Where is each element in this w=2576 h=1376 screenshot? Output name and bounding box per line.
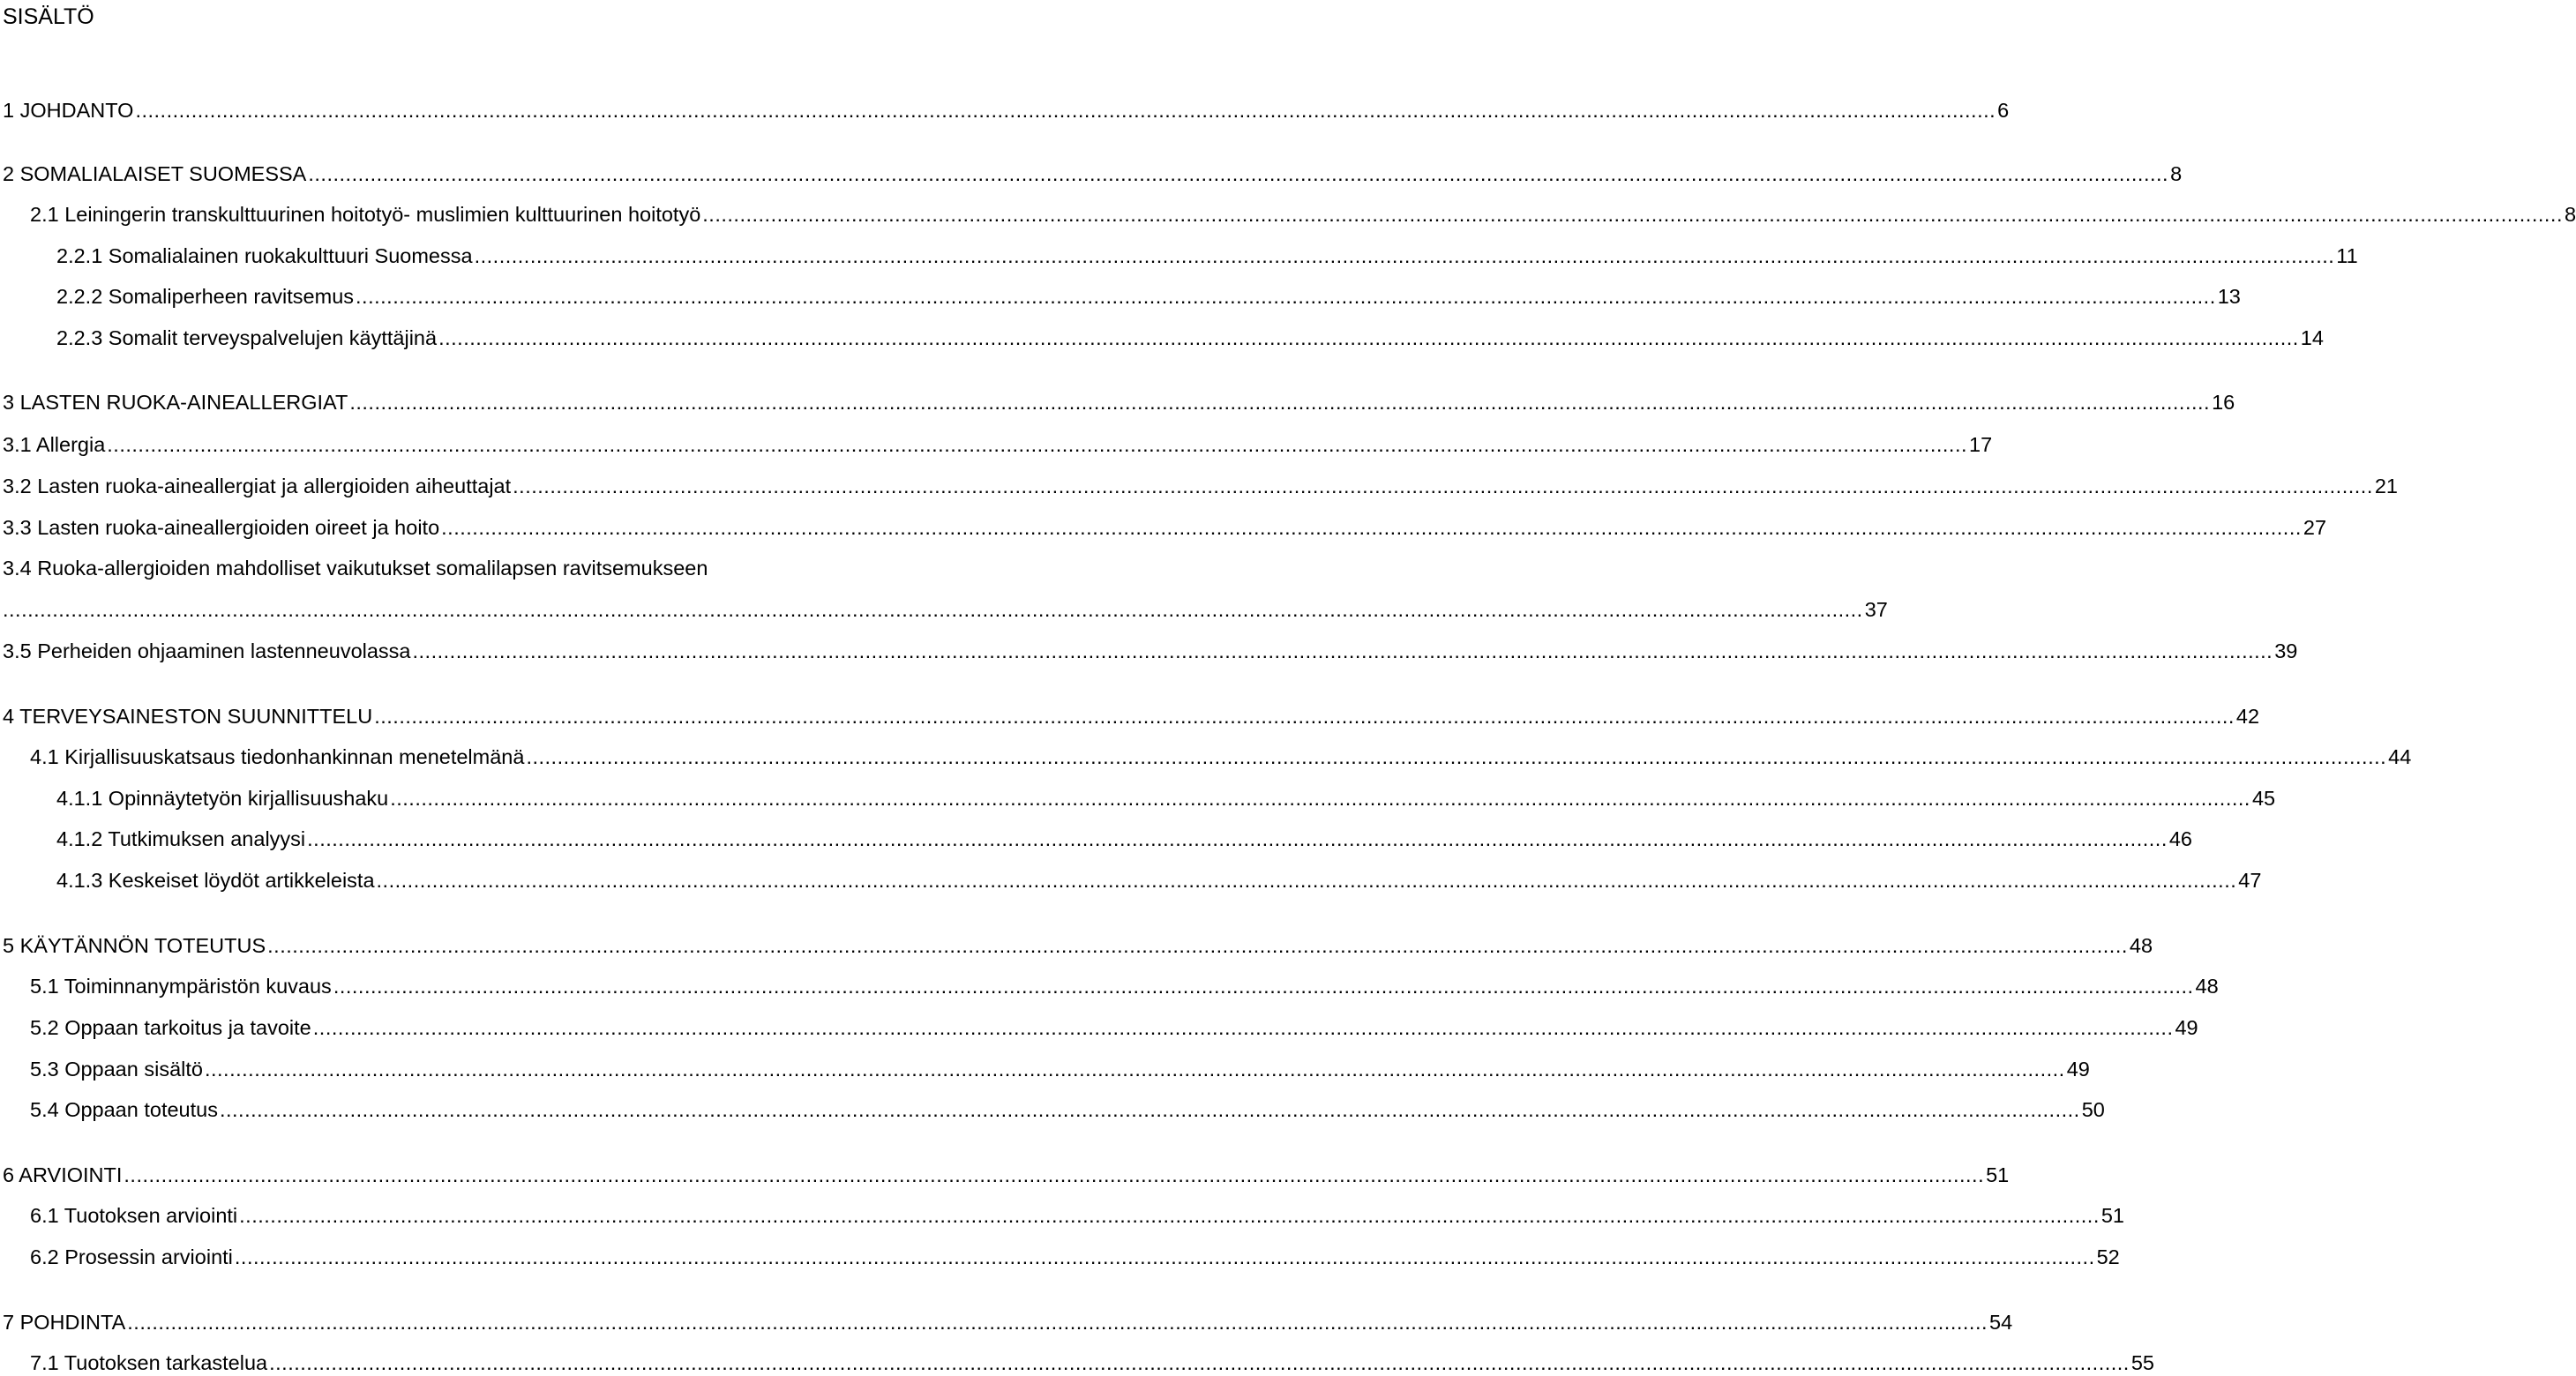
toc-leader-dots: ............................................................................................................................................................................................................................................................................................................: [3, 598, 1863, 621]
toc-leader-dots: ............................................................................................................................................................................................................................................................................................................: [239, 1204, 2100, 1227]
toc-entry[interactable]: [0, 1014, 2198, 1041]
toc-entry-page: 8: [2564, 203, 2576, 226]
toc-entry-label: 4.1.2 Tutkimuksen analyysi: [56, 827, 306, 850]
toc-entry-label: 5 KÄYTÄNNÖN TOTEUTUS: [3, 934, 266, 957]
toc-leader-dots: ............................................................................................................................................................................................................................................................................................................: [526, 745, 2387, 768]
toc-entry[interactable]: [0, 826, 2192, 852]
toc-entry-label: 6.1 Tuotoksen arviointi: [30, 1204, 238, 1227]
toc-entry-page: 44: [2388, 745, 2412, 768]
toc-entry-label: 2.2.3 Somalit terveyspalvelujen käyttäjinä: [56, 326, 438, 349]
toc-entry-continuation[interactable]: [0, 596, 1888, 623]
toc-entry-page: 37: [1864, 598, 1888, 621]
toc-leader-dots: ............................................................................................................................................................................................................................................................................................................: [513, 475, 2373, 497]
toc-leader-dots: ............................................................................................................................................................................................................................................................................................................: [702, 203, 2563, 226]
toc-entry-page: 8: [2170, 162, 2183, 185]
toc-entry[interactable]: [0, 97, 2010, 123]
toc-entry[interactable]: [0, 389, 2235, 415]
toc-entry-label: 2.1 Leiningerin transkulttuurinen hoitotyö- muslimien kulttuurinen hoitotyö: [30, 203, 701, 226]
toc-entry-label: 4.1.3 Keskeiset löydöt artikkeleista: [56, 869, 375, 892]
toc-entry-page: 27: [2303, 516, 2327, 539]
toc-entry-label: 2 SOMALIALAISET SUOMESSA: [3, 162, 307, 185]
toc-entry[interactable]: [0, 785, 2276, 811]
toc-entry[interactable]: [0, 744, 2412, 770]
toc-entry[interactable]: [0, 1162, 2010, 1188]
toc-entry-label: 2.2.2 Somaliperheen ravitsemus: [56, 285, 355, 308]
toc-entry-label: 3.5 Perheiden ohjaaminen lastenneuvolassa: [3, 639, 411, 662]
toc-leader-dots: ............................................................................................................................................................................................................................................................................................................: [219, 1098, 2080, 1121]
toc-leader-dots: ............................................................................................................................................................................................................................................................................................................: [204, 1058, 2065, 1081]
toc-entry-page: 6: [1997, 99, 2010, 122]
toc-entry-label: 3.3 Lasten ruoka-aineallergioiden oireet ja hoito: [3, 516, 440, 539]
toc-entry-page: 13: [2217, 285, 2241, 308]
toc-entry-page: 46: [2168, 827, 2192, 850]
toc-entry-page: 14: [2300, 326, 2324, 349]
toc-leader-dots: ............................................................................................................................................................................................................................................................................................................: [267, 934, 2128, 957]
toc-entry[interactable]: [0, 1244, 2120, 1270]
toc-leader-dots: ............................................................................................................................................................................................................................................................................................................: [349, 391, 2211, 414]
toc-leader-dots: ............................................................................................................................................................................................................................................................................................................: [127, 1311, 1988, 1334]
toc-entry-page: 51: [2100, 1204, 2124, 1227]
toc-entry[interactable]: [0, 703, 2260, 729]
toc-entry[interactable]: [0, 161, 2183, 187]
toc-entry-page: 50: [2081, 1098, 2105, 1121]
toc-leader-dots: ............................................................................................................................................................................................................................................................................................................: [412, 639, 2273, 662]
toc-entry-wrapped[interactable]: [0, 555, 844, 581]
toc-entry-label: 7 POHDINTA: [3, 1311, 126, 1334]
toc-entry[interactable]: [0, 325, 2324, 351]
toc-entry[interactable]: [0, 283, 2241, 310]
toc-leader-dots: ............................................................................................................................................................................................................................................................................................................: [135, 99, 1996, 122]
toc-entry-label: 3.1 Allergia: [3, 433, 106, 456]
toc-leader-dots: ............................................................................................................................................................................................................................................................................................................: [308, 162, 2169, 185]
toc-entry-label: 4 TERVEYSAINESTON SUUNNITTELU: [3, 705, 373, 728]
toc-entry[interactable]: [0, 973, 2219, 999]
toc-entry-label: 5.2 Oppaan tarkoitus ja tavoite: [30, 1016, 311, 1039]
toc-entry-page: 17: [1969, 433, 1993, 456]
toc-heading: SISÄLTÖ: [3, 4, 94, 29]
toc-entry-page: 39: [2274, 639, 2298, 662]
toc-leader-dots: ............................................................................................................................................................................................................................................................................................................: [269, 1351, 2130, 1374]
toc-entry[interactable]: [0, 431, 1993, 458]
toc-entry[interactable]: [0, 1309, 2013, 1335]
toc-entry-page: 51: [1986, 1163, 2010, 1186]
toc-entry-label: 4.1.1 Opinnäytetyön kirjallisuushaku: [56, 787, 389, 810]
toc-entry-label: 4.1 Kirjallisuuskatsaus tiedonhankinnan menetelmänä: [30, 745, 525, 768]
toc-entry-page: 48: [2195, 975, 2219, 998]
toc-leader-dots: ............................................................................................................................................................................................................................................................................................................: [390, 787, 2250, 810]
toc-entry-page: 42: [2235, 705, 2260, 728]
toc-leader-dots: ............................................................................................................................................................................................................................................................................................................: [438, 326, 2299, 349]
toc-entry-label: 5.1 Toiminnanympäristön kuvaus: [30, 975, 332, 998]
toc-entry[interactable]: [0, 1096, 2105, 1123]
toc-entry-page: 21: [2374, 475, 2398, 497]
toc-entry[interactable]: [0, 1056, 2090, 1082]
toc-leader-dots: ............................................................................................................................................................................................................................................................................................................: [441, 516, 2302, 539]
toc-entry-page: 55: [2130, 1351, 2154, 1374]
toc-entry-label: 1 JOHDANTO: [3, 99, 134, 122]
toc-entry[interactable]: [0, 514, 2327, 541]
toc-entry[interactable]: [0, 201, 2576, 228]
toc-entry-page: 48: [2129, 934, 2153, 957]
toc-entry-page: 47: [2238, 869, 2262, 892]
toc-entry-label: 3.2 Lasten ruoka-aineallergiat ja allergioiden aiheuttajat: [3, 475, 512, 497]
toc-leader-dots: ............................................................................................................................................................................................................................................................................................................: [124, 1163, 1985, 1186]
toc-leader-dots: ............................................................................................................................................................................................................................................................................................................: [333, 975, 2194, 998]
toc-entry-page: 11: [2336, 244, 2358, 267]
toc-leader-dots: ............................................................................................................................................................................................................................................................................................................: [474, 244, 2335, 267]
toc-entry-label: 3.4 Ruoka-allergioiden mahdolliset vaikutukset somalilapsen ravitsemukseen: [3, 557, 708, 580]
toc-entry-page: 54: [1989, 1311, 2013, 1334]
toc-entry[interactable]: [0, 243, 2358, 269]
toc-leader-dots: ............................................................................................................................................................................................................................................................................................................: [356, 285, 2216, 308]
toc-leader-dots: ............................................................................................................................................................................................................................................................................................................: [234, 1245, 2095, 1268]
toc-entry-page: 49: [2066, 1058, 2090, 1081]
toc-entry-label: 2.2.1 Somalialainen ruokakulttuuri Suomessa: [56, 244, 473, 267]
toc-entry[interactable]: [0, 473, 2398, 499]
toc-entry-label: 7.1 Tuotoksen tarkastelua: [30, 1351, 268, 1374]
toc-entry-page: 49: [2175, 1016, 2198, 1039]
toc-leader-dots: ............................................................................................................................................................................................................................................................................................................: [307, 827, 2168, 850]
toc-entry[interactable]: [0, 932, 2153, 959]
toc-entry-page: 45: [2251, 787, 2276, 810]
toc-entry[interactable]: [0, 1350, 2154, 1376]
toc-entry-label: 6 ARVIOINTI: [3, 1163, 123, 1186]
toc-entry-label: 5.4 Oppaan toteutus: [30, 1098, 218, 1121]
toc-leader-dots: ............................................................................................................................................................................................................................................................................................................: [376, 869, 2237, 892]
toc-entry-label: 5.3 Oppaan sisältö: [30, 1058, 203, 1081]
toc-leader-dots: ............................................................................................................................................................................................................................................................................................................: [312, 1016, 2174, 1039]
toc-entry[interactable]: [0, 1202, 2124, 1229]
toc-entry-label: 3 LASTEN RUOKA-AINEALLERGIAT: [3, 391, 348, 414]
toc-entry-label: 6.2 Prosessin arviointi: [30, 1245, 233, 1268]
toc-leader-dots: ............................................................................................................................................................................................................................................................................................................: [374, 705, 2235, 728]
toc-entry-page: 16: [2212, 391, 2235, 414]
toc-leader-dots: ............................................................................................................................................................................................................................................................................................................: [107, 433, 1967, 456]
toc-entry-page: 52: [2096, 1245, 2120, 1268]
toc-entry[interactable]: [0, 867, 2262, 894]
toc-entry[interactable]: [0, 638, 2298, 664]
